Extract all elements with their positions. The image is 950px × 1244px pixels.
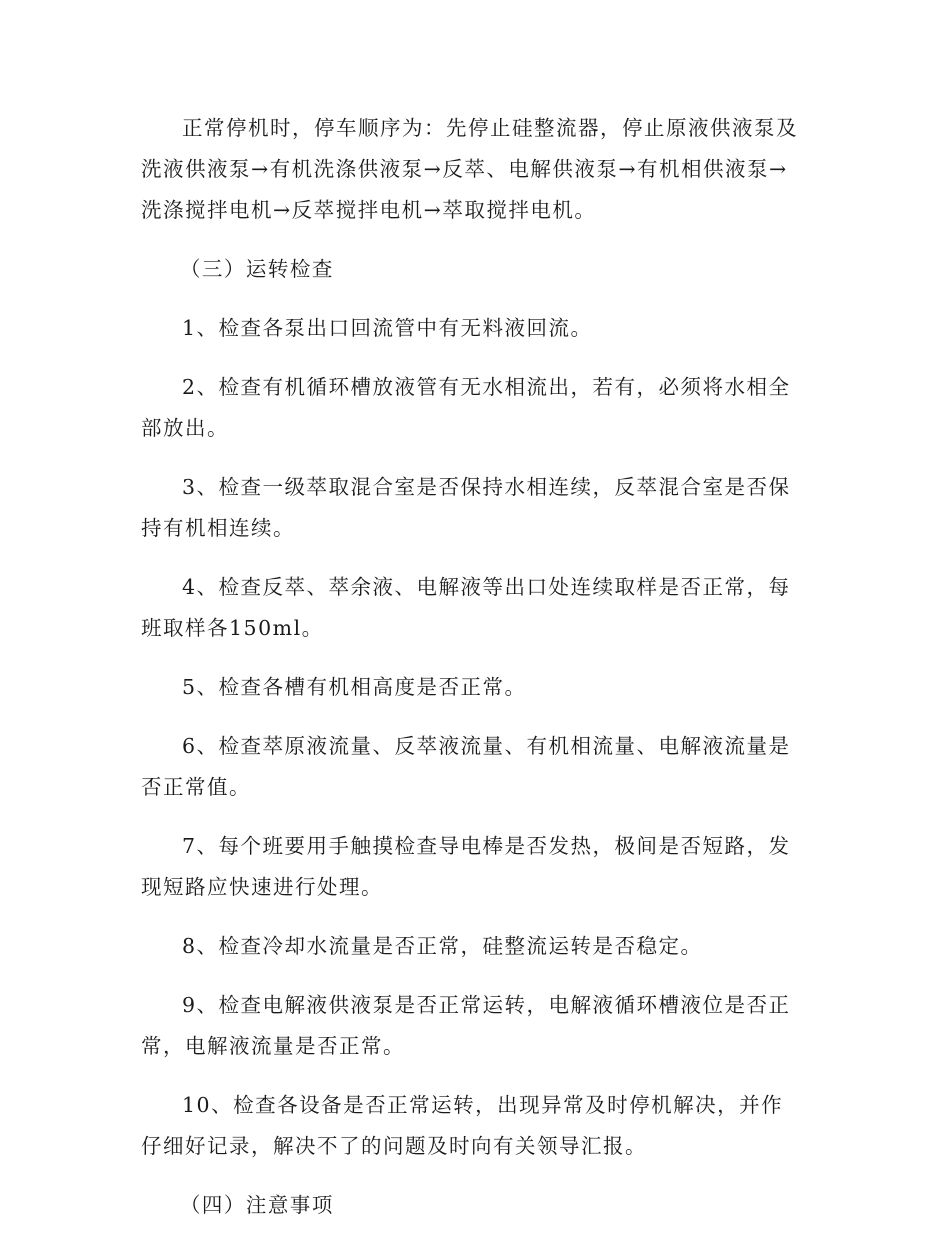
check-item-1: 1、检查各泵出口回流管中有无料液回流。 [182,316,593,340]
section-heading-precautions: （四）注意事项 [179,1193,334,1217]
check-item-6: 6、检查萃原液流量、反萃液流量、有机相流量、电解液流量是否正常值。 [141,734,791,799]
paragraph-shutdown-sequence: 正常停机时，停车顺序为：先停止硅整流器，停止原液供液泵及洗液供液泵→有机洗涤供液泵→反萃、电解供液泵→有机相供液泵→洗涤搅拌电机→反萃搅拌电机→萃取搅拌电机。 [141,116,798,222]
document-body [141,108,805,1244]
check-item-4: 4、检查反萃、萃余液、电解液等出口处连续取样是否正常，每班取样各150ml。 [141,575,791,640]
check-item-10: 10、检查各设备是否正常运转，出现异常及时停机解决，并作仔细好记录，解决不了的问题及时向有关领导汇报。 [141,1093,784,1158]
check-item-2: 2、检查有机循环槽放液管有无水相流出，若有，必须将水相全部放出。 [141,375,791,440]
check-item-8: 8、检查冷却水流量是否正常，硅整流运转是否稳定。 [182,934,703,958]
check-item-3: 3、检查一级萃取混合室是否保持水相连续，反萃混合室是否保持有机相连续。 [141,475,791,540]
section-heading-operation-check: （三）运转检查 [179,257,334,281]
check-item-5: 5、检查各槽有机相高度是否正常。 [182,675,527,699]
check-item-7: 7、每个班要用手触摸检查导电棒是否发热，极间是否短路，发现短路应快速进行处理。 [141,834,791,899]
check-item-9: 9、检查电解液供液泵是否正常运转，电解液循环槽液位是否正常，电解液流量是否正常。 [141,993,791,1058]
